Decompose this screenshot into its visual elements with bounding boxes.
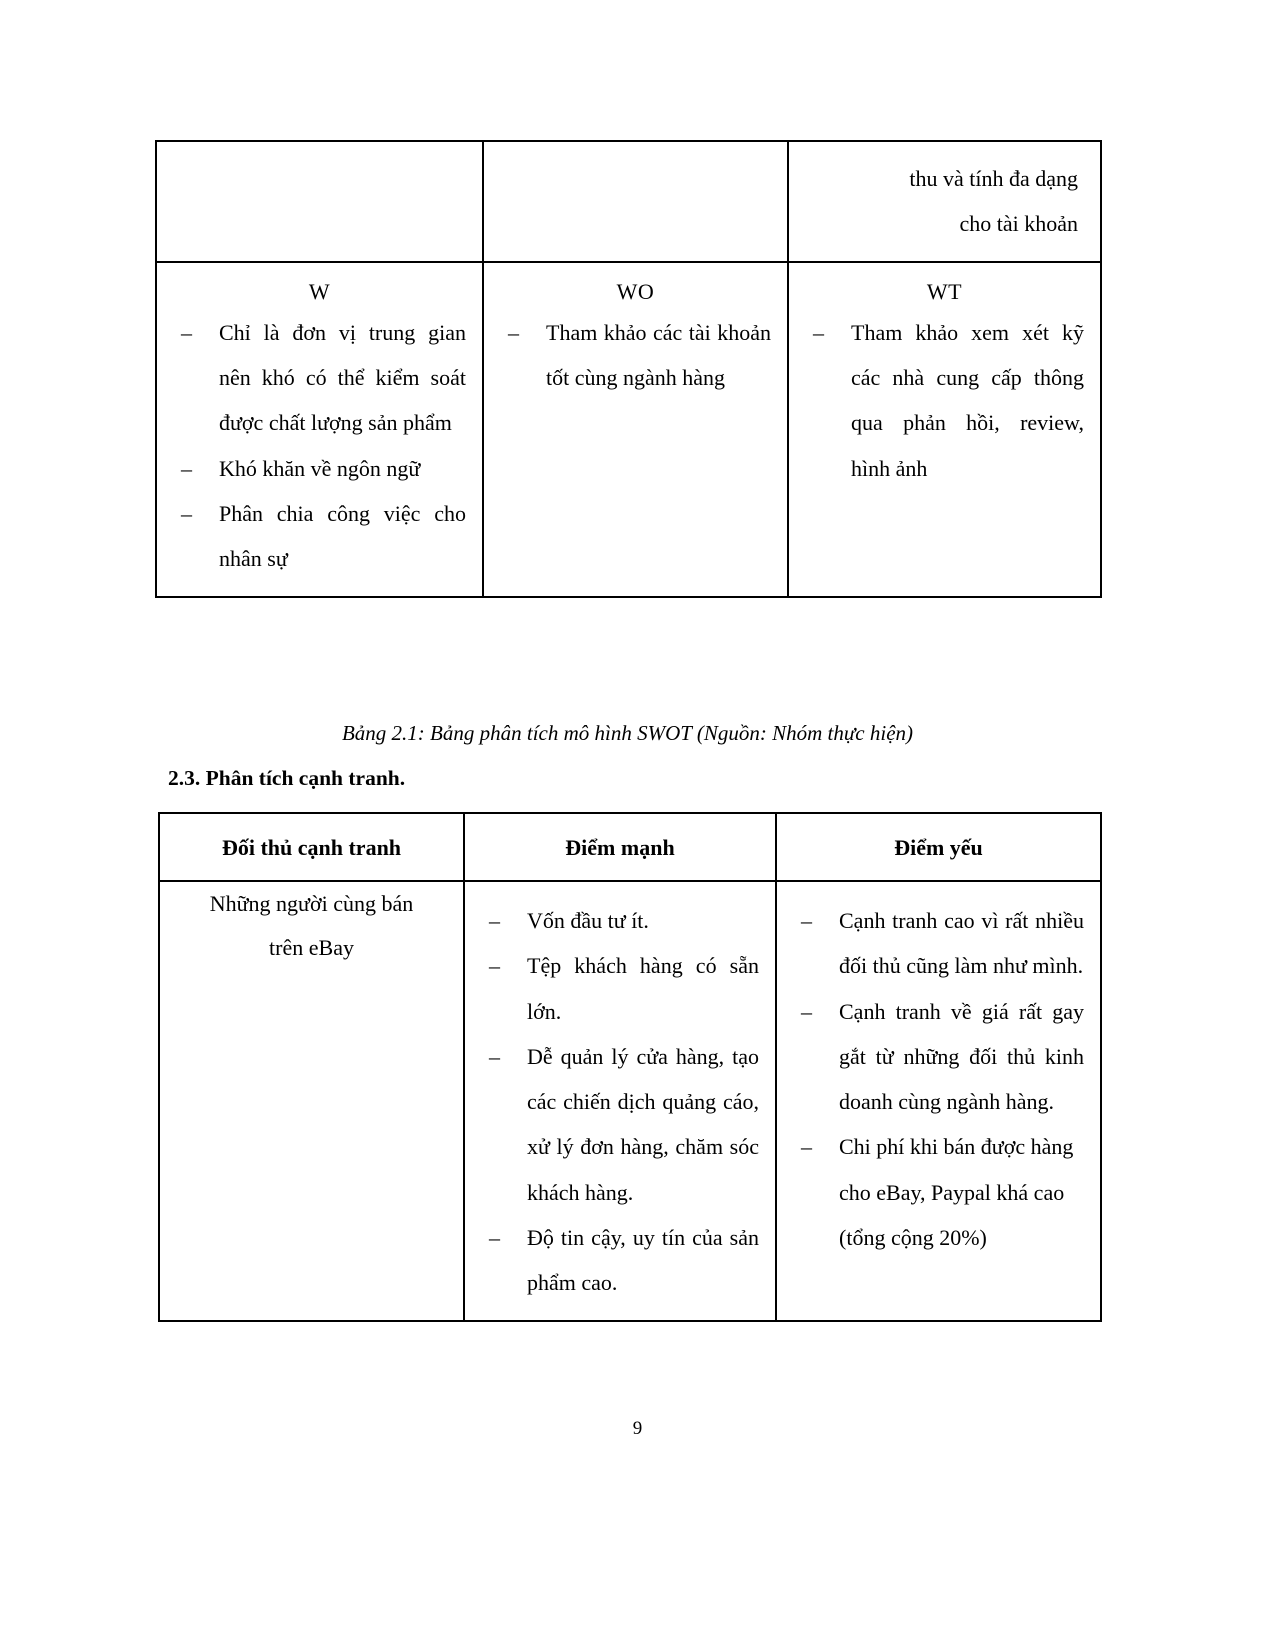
column-header-weaknesses-label: Điểm yếu [894, 835, 983, 860]
continued-line-2: cho tài khoản [959, 211, 1078, 237]
table-row [159, 881, 1101, 1321]
weaknesses-list [793, 898, 1084, 1261]
page-number: 9 [632, 1418, 643, 1439]
list-item: – Cạnh tranh cao vì rất nhiều đối thủ cũng làm như mình. [793, 898, 1084, 989]
swot-heading-wo: WO [616, 278, 655, 304]
list-item: – Khó khăn về ngôn ngữ [173, 446, 466, 491]
swot-cell-wo [483, 262, 788, 597]
swot-wo-list [500, 310, 771, 401]
swot-cell-wt [788, 262, 1101, 597]
list-item: – Cạnh tranh về giá rất gay gắt từ những đối thủ kinh doanh cùng ngành hàng. [793, 989, 1084, 1125]
list-item: – Chi phí khi bán được hàng cho eBay, Paypal khá cao (tổng cộng 20%) [793, 1124, 1084, 1260]
list-item: – Chỉ là đơn vị trung gian nên khó có thể kiểm soát được chất lượng sản phẩm [173, 310, 466, 446]
table-header-row [159, 813, 1101, 881]
column-header-strengths-label: Điểm mạnh [565, 835, 675, 860]
swot-cell-empty-1 [156, 141, 483, 262]
weaknesses-cell [776, 881, 1101, 1321]
swot-cell-continued-text [788, 141, 1101, 262]
swot-cell-empty-2 [483, 141, 788, 262]
continued-line-1: thu và tính đa dạng [909, 166, 1078, 191]
table-caption: Bảng 2.1: Bảng phân tích mô hình SWOT (Nguồn: Nhóm thực hiện) [341, 721, 914, 745]
list-item: – Vốn đầu tư ít. [481, 898, 759, 943]
swot-wt-list [805, 310, 1084, 491]
table-row [156, 141, 1101, 262]
list-item: – Phân chia công việc cho nhân sự [173, 491, 466, 582]
competitor-name-cell [159, 881, 464, 1321]
swot-w-list [173, 310, 466, 582]
column-header-weaknesses [776, 813, 1101, 881]
list-item: – Tham khảo các tài khoản tốt cùng ngành hàng [500, 310, 771, 401]
swot-cell-w [156, 262, 483, 597]
competitor-name: Những người cùng bán trên eBay [209, 890, 414, 960]
list-item: – Độ tin cậy, uy tín của sản phẩm cao. [481, 1215, 759, 1306]
list-item: – Tham khảo xem xét kỹ các nhà cung cấp thông qua phản hồi, review, hình ảnh [805, 310, 1084, 491]
strengths-cell [464, 881, 776, 1321]
swot-analysis-table [155, 140, 1102, 598]
list-item: – Dễ quản lý cửa hàng, tạo các chiến dịch quảng cáo, xử lý đơn hàng, chăm sóc khách hàng. [481, 1034, 759, 1215]
column-header-strengths [464, 813, 776, 881]
column-header-competitor-label: Đối thủ cạnh tranh [221, 835, 402, 860]
table-row [156, 262, 1101, 597]
column-header-competitor [159, 813, 464, 881]
strengths-list [481, 898, 759, 1306]
swot-heading-w: W [308, 278, 331, 304]
section-heading: 2.3. Phân tích cạnh tranh. [168, 766, 406, 790]
competitor-analysis-table [158, 812, 1102, 1322]
list-item: – Tệp khách hàng có sẵn lớn. [481, 943, 759, 1034]
swot-heading-wt: WT [926, 278, 963, 304]
